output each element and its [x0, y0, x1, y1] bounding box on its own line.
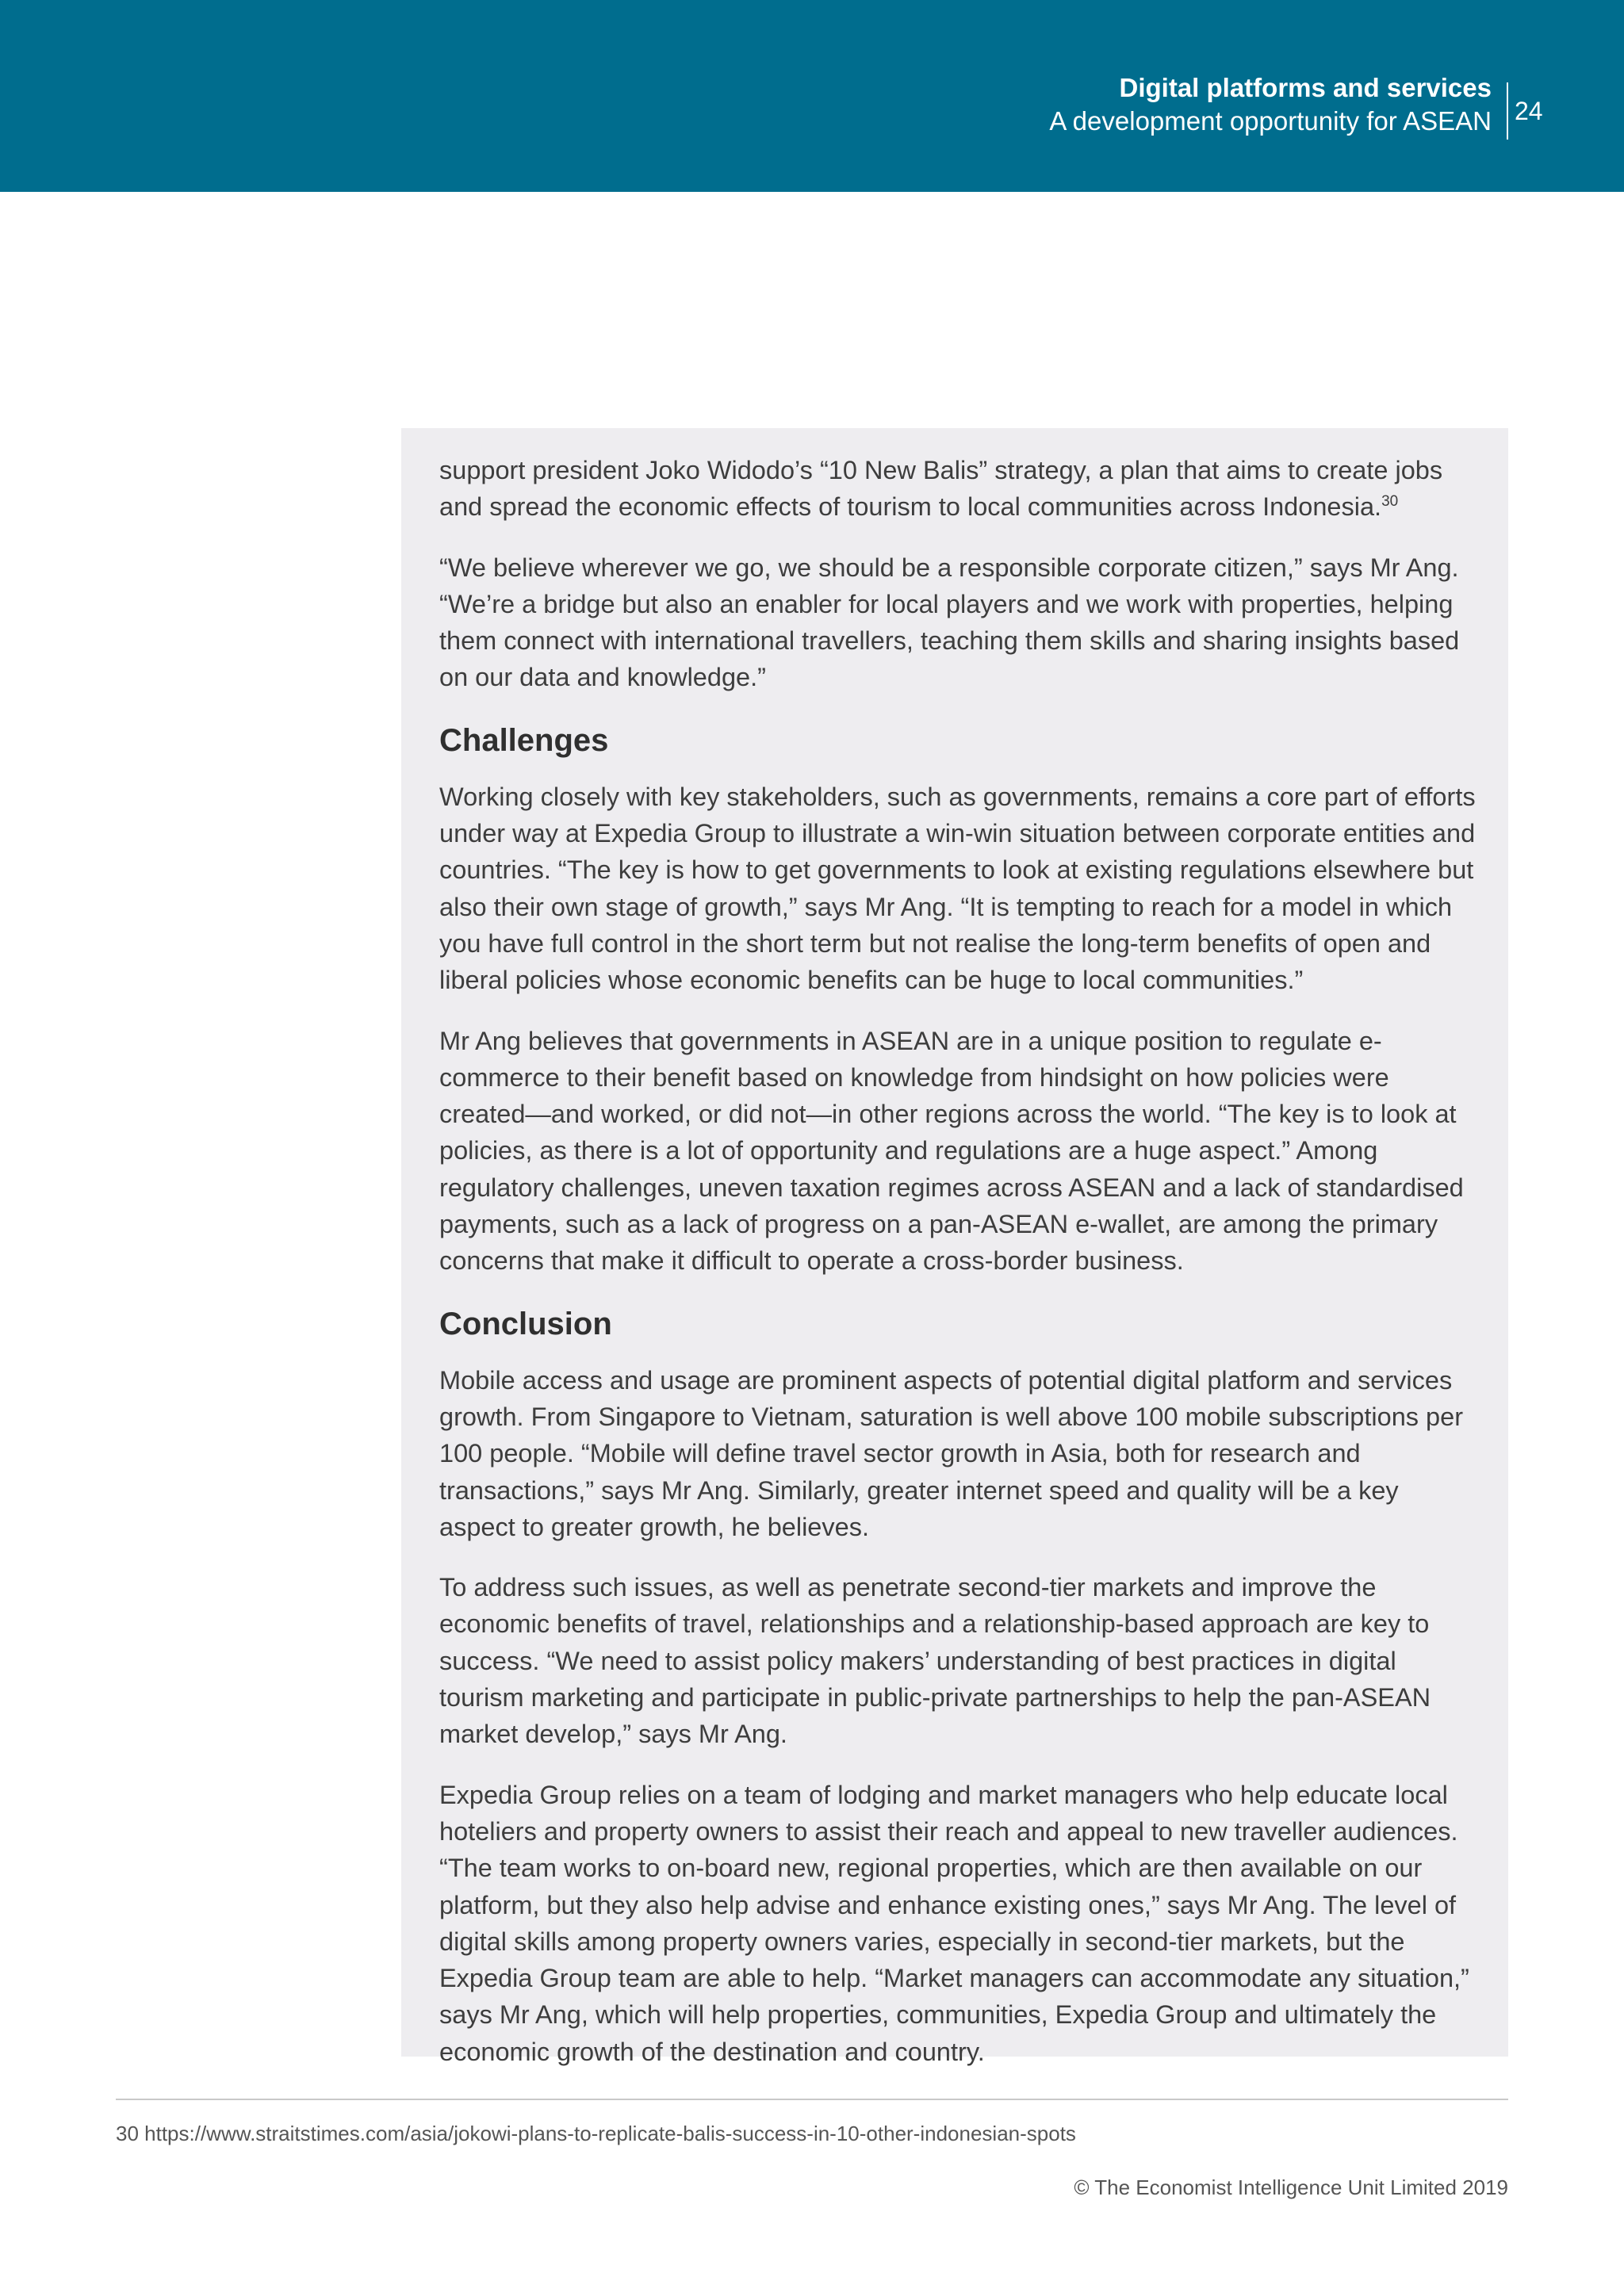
heading-challenges: Challenges	[439, 722, 609, 758]
copyright: © The Economist Intelligence Unit Limited 2019	[1074, 2175, 1508, 2199]
page-number: 24	[1515, 97, 1543, 125]
paragraph-6: To address such issues, as well as penetrate second-tier markets and improve the economic benefits of travel, relationships and a relationship-based approach are key to success. “We need to assist policy makers’ understanding of best practices in digital tourism marketing and participate in public-private partnerships to help the pan-ASEAN market develop,” says Mr Ang.	[439, 1573, 1431, 1749]
paragraph-7: Expedia Group relies on a team of lodging and market managers who help educate local hoteliers and property owners to assist their reach and appeal to new traveller audiences. “The team works to on-board new, regional properties, which are then available on our platform, but they also help advise and enhance existing ones,” says Mr Ang. The level of digital skills among property owners varies, especially in second-tier markets, but the Expedia Group team are able to help. “Market managers can accommodate any situation,” says Mr Ang, which will help properties, communities, Expedia Group and ultimately the economic growth of the destination and country.	[439, 1780, 1469, 2066]
paragraph-1	[439, 452, 1478, 526]
report-title: Digital platforms and services	[1119, 73, 1492, 102]
paragraph-5: Mobile access and usage are prominent aspects of potential digital platform and services growth. From Singapore to Vietnam, saturation is well above 100 mobile subscriptions per 100 people. “Mobile will define travel sector growth in Asia, both for research and transactions,” says Mr Ang. Similarly, greater internet speed and quality will be a key aspect to greater growth, he believes.	[439, 1365, 1464, 1541]
paragraph-3: Working closely with key stakeholders, such as governments, remains a core part of efforts under way at Expedia Group to illustrate a win-win situation between corporate entities and countries. “The key is how to get governments to look at existing regulations elsewhere but also their own stage of growth,” says Mr Ang. “It is tempting to reach for a model in which you have full control in the short term but not realise the long-term benefits of open and liberal policies whose economic benefits can be huge to local communities.”	[439, 782, 1476, 995]
footnote: 30 https://www.straitstimes.com/asia/jokowi-plans-to-replicate-balis-success-in-10-other-indonesian-spots	[116, 2122, 1076, 2145]
panel-content	[439, 452, 1478, 2094]
paragraph-2: “We believe wherever we go, we should be a responsible corporate citizen,” says Mr Ang. “We’re a bridge but also an enabler for local players and we work with properties, helping them connect with international travellers, teaching them skills and sharing insights based on our data and knowledge.”	[439, 553, 1460, 692]
report-subtitle: A development opportunity for ASEAN	[1049, 106, 1492, 136]
heading-conclusion: Conclusion	[439, 1306, 612, 1341]
header-title-block	[1049, 71, 1492, 138]
case-study-panel	[401, 428, 1508, 2066]
paragraph-4: Mr Ang believes that governments in ASEAN are in a unique position to regulate e-commerce to their benefit based on knowledge from hindsight on how policies were created—and worked, or did not—in other regions across the world. “The key is to look at policies, as there is a lot of opportunity and regulations are a huge aspect.” Among regulatory challenges, uneven taxation regimes across ASEAN and a lack of standardised payments, such as a lack of progress on a pan-ASEAN e-wallet, are among the primary concerns that make it difficult to operate a cross-border business.	[439, 1026, 1464, 1276]
page-header	[0, 0, 1624, 192]
footnote-ref[interactable]: 30	[1381, 493, 1399, 511]
header-divider	[1507, 82, 1508, 140]
paragraph-1-text: support president Joko Widodo’s “10 New Balis” strategy, a plan that aims to create jobs and spread the economic effects of tourism to local communities across Indonesia.	[439, 456, 1443, 522]
footer-divider	[116, 2099, 1508, 2100]
